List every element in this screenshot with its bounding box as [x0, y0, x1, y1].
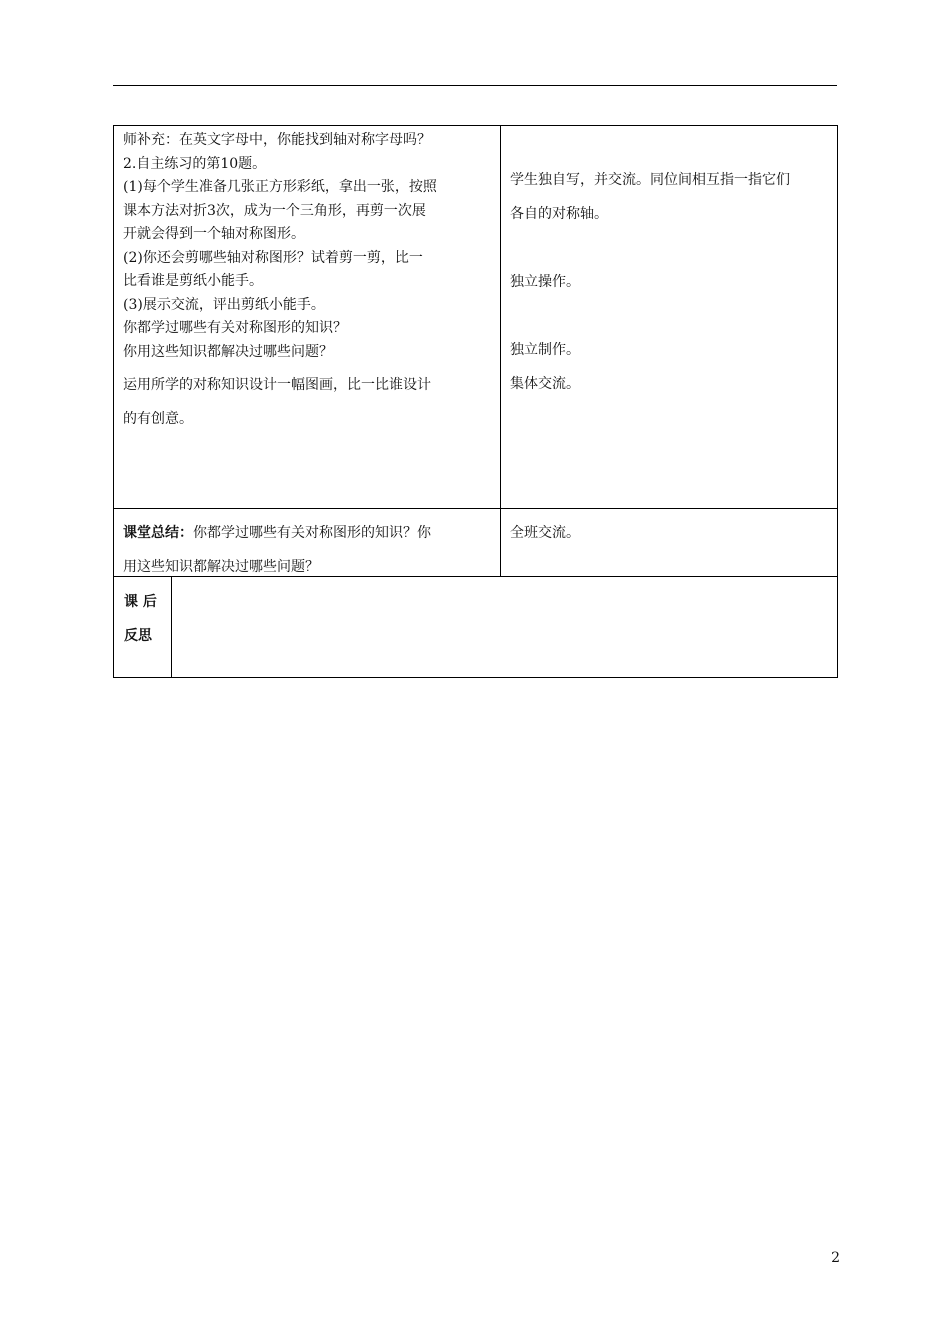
page-number: 2 [831, 1250, 840, 1266]
table-row-activities [113, 125, 838, 509]
reflection-label-line: 课 后 [124, 594, 157, 610]
reflection-label-line: 反思 [124, 628, 152, 644]
teacher-line: 开就会得到一个轴对称图形。 [123, 226, 305, 242]
summary-student-cell [501, 509, 837, 576]
summary-line: 用这些知识都解决过哪些问题？ [123, 559, 319, 575]
teacher-line: (1)每个学生准备几张正方形彩纸，拿出一张，按照 [123, 179, 437, 195]
teacher-line: 师补充：在英文字母中，你能找到轴对称字母吗？ [123, 132, 431, 148]
summary-line [123, 516, 492, 550]
table-row-reflection [113, 576, 838, 678]
summary-cell [114, 509, 501, 576]
summary-student-text: 全班交流。 [510, 525, 580, 541]
teacher-line: 课本方法对折3次，成为一个三角形，再剪一次展 [123, 202, 426, 219]
student-activity-cell [501, 126, 837, 508]
teacher-line: 你都学过哪些有关对称图形的知识？ [123, 320, 347, 336]
teacher-line: (2)你还会剪哪些轴对称图形？试着剪一剪，比一 [123, 249, 423, 266]
student-line: 独立操作。 [510, 274, 580, 290]
table-row-summary [113, 508, 838, 577]
teacher-activity-cell [114, 126, 501, 508]
student-line: 学生独自写，并交流。同位间相互指一指它们 [510, 172, 790, 188]
teacher-line: 2.自主练习的第10题。 [123, 155, 267, 172]
teacher-line: 你用这些知识都解决过哪些问题？ [123, 343, 333, 360]
student-line: 独立制作。 [510, 342, 580, 358]
student-line: 集体交流。 [510, 376, 580, 392]
teacher-line: 运用所学的对称知识设计一幅图画，比一比谁设计 [123, 377, 431, 393]
teacher-line: 比看谁是剪纸小能手。 [123, 273, 263, 289]
reflection-label-cell [114, 577, 172, 677]
summary-text: 你都学过哪些有关对称图形的知识？你 [193, 525, 431, 541]
teacher-line: (3)展示交流，评出剪纸小能手。 [123, 296, 325, 313]
summary-label: 课堂总结： [123, 525, 193, 541]
header-rule [113, 85, 837, 86]
teacher-line: 的有创意。 [123, 411, 193, 427]
student-line: 各自的对称轴。 [510, 206, 608, 222]
reflection-content-cell[interactable] [172, 577, 837, 677]
